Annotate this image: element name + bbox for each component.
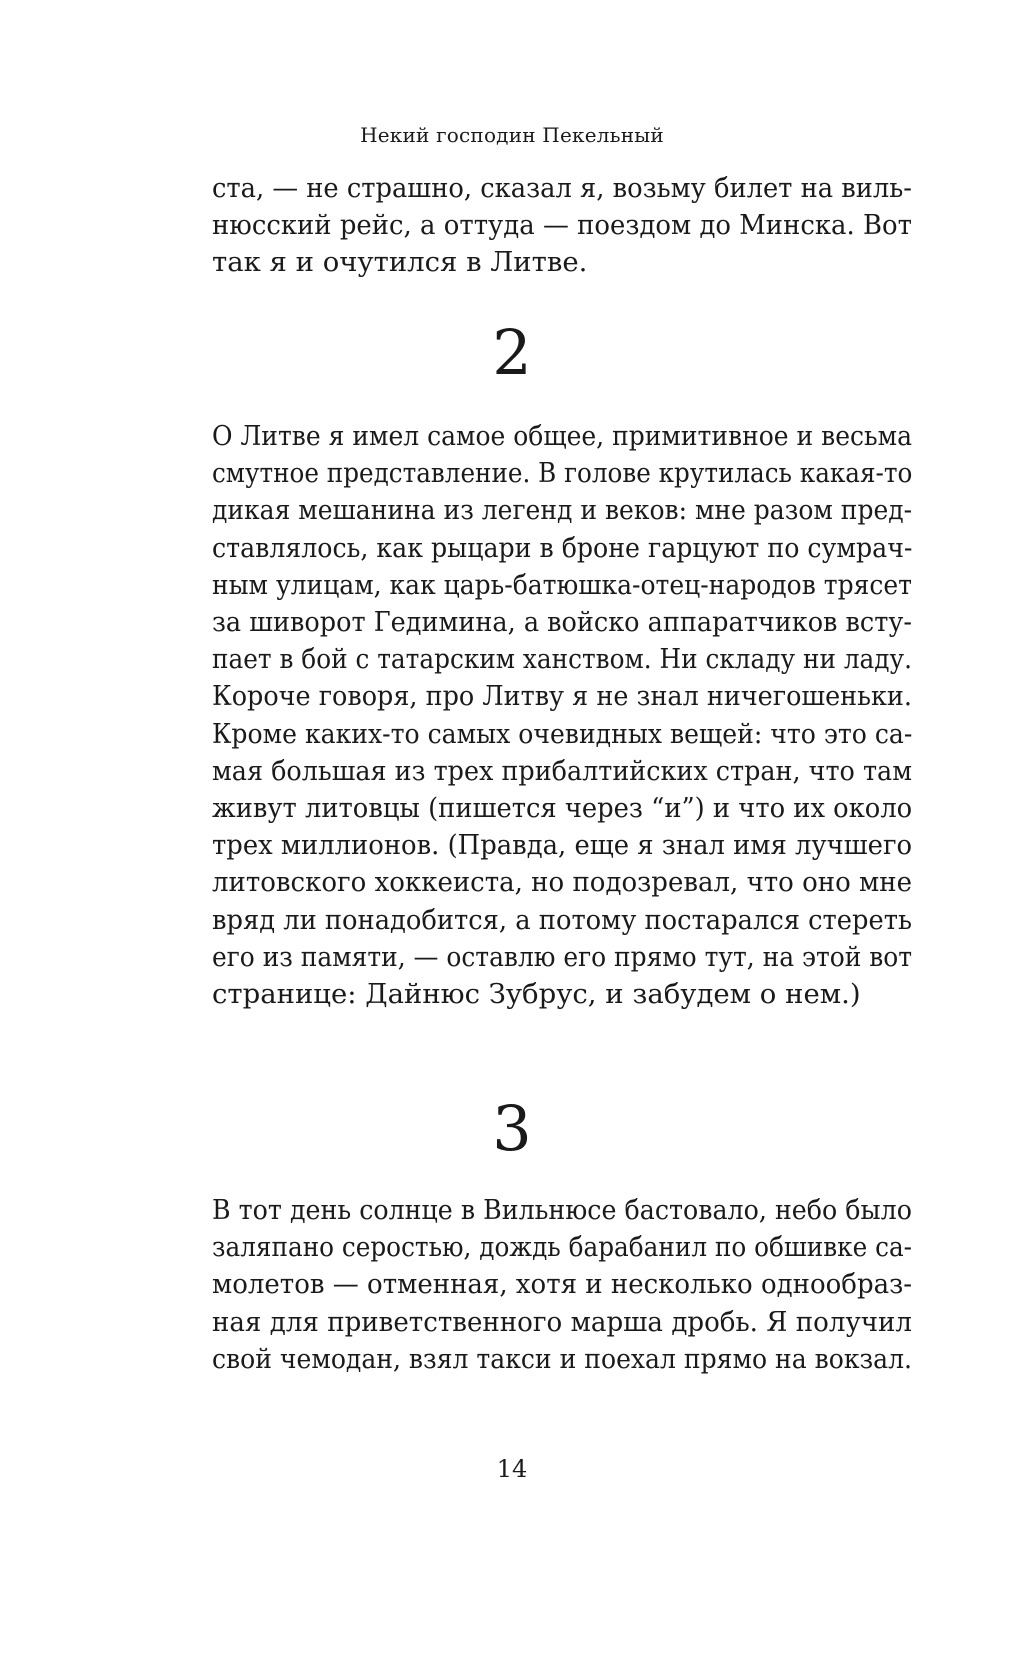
text-line: за шиворот Гедимина, а войско аппаратчиков всту- <box>212 606 913 639</box>
text-line: пает в бой с татарским ханством. Ни складу ни ладу. <box>212 643 912 676</box>
text-line: заляпано серостью, дождь барабанил по обшивке са- <box>212 1231 913 1264</box>
text-line: свой чемодан, взял такси и поехал прямо на вокзал. <box>212 1342 913 1375</box>
text-line: трех миллионов. (Правда, еще я знал имя лучшего <box>212 829 913 862</box>
text-line: так я и очутился в Литве. <box>212 246 588 279</box>
section-3-paragraph <box>212 1192 912 1378</box>
text-line: мая большая из трех прибалтийских стран, что там <box>212 754 912 787</box>
text-line: молетов — отменная, хотя и несколько однообраз- <box>212 1268 913 1301</box>
text-line: смутное представление. В голове крутилась какая-то <box>212 457 913 490</box>
section-2-paragraph <box>212 418 912 1013</box>
text-line: живут литовцы (пишется через “и”) и что их около <box>212 792 913 825</box>
paragraph-continued <box>212 170 912 282</box>
text-line: ным улицам, как царь-батюшка-отец-народов трясет <box>212 568 913 601</box>
text-line: дикая мешанина из легенд и веков: мне разом пред- <box>212 494 913 527</box>
text-line: ста, — не страшно, сказал я, возьму билет на виль- <box>212 172 912 204</box>
text-line: ная для приветственного марша дробь. Я получил <box>212 1305 912 1338</box>
text-line: Кроме каких-то самых очевидных вещей: что это са- <box>212 717 913 750</box>
running-head: Некий господин Пекельный <box>360 123 664 147</box>
section-number-2: 2 <box>492 316 532 389</box>
text-line: литовского хоккеиста, но подозревал, что оно мне <box>212 866 912 899</box>
text-line: его из памяти, — оставлю его прямо тут, на этой вот <box>212 940 913 973</box>
page-number: 14 <box>496 1455 528 1483</box>
text-line: вряд ли понадобится, а потому постарался стереть <box>212 903 912 936</box>
section-number-3: 3 <box>492 1092 532 1165</box>
text-line: Короче говоря, про Литву я не знал ничегошеньки. <box>212 680 912 713</box>
text-line: ставлялось, как рыцари в броне гарцуют по сумрач- <box>212 531 913 564</box>
text-line: О Литве я имел самое общее, примитивное и весьма <box>212 420 913 452</box>
text-line: нюсский рейс, а оттуда — поездом до Минска. Вот <box>212 209 912 242</box>
text-line: странице: Дайнюс Зубрус, и забудем о нем.) <box>212 978 861 1011</box>
text-line: В тот день солнце в Вильнюсе бастовало, небо было <box>212 1194 912 1226</box>
